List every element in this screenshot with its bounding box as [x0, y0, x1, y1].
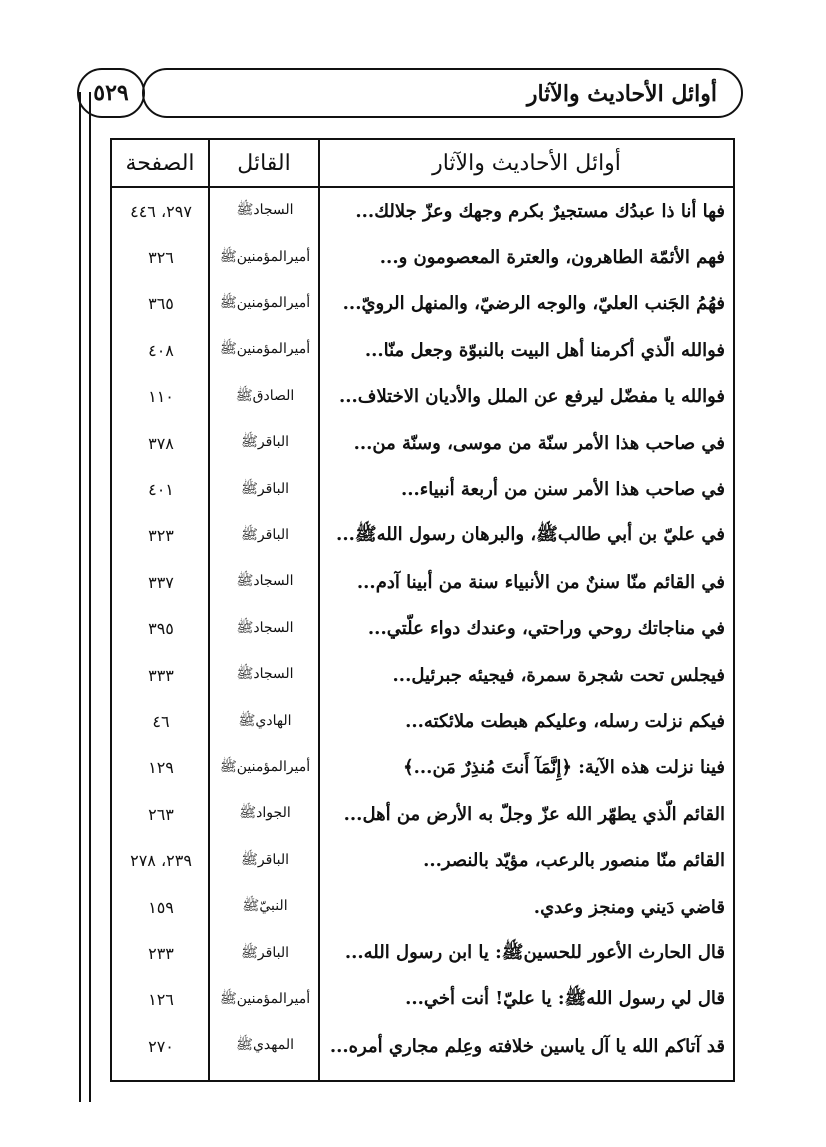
table-row [112, 884, 733, 930]
row-page: ٣٢٣ [148, 526, 174, 546]
row-page: ١٢٦ [148, 990, 174, 1010]
row-speaker: الباقرﷺ [241, 434, 289, 451]
row-page: ٣٧٨ [148, 433, 174, 453]
row-page: ٣٦٥ [148, 294, 174, 314]
row-page: ٢٦٣ [148, 804, 174, 824]
row-speaker: أميرالمؤمنينﷺ [219, 990, 311, 1007]
row-text: قاضي دَيني ومنجز وعدي. [533, 896, 725, 918]
row-speaker: السجادﷺ [236, 619, 294, 636]
page-number: ٥٢٩ [77, 68, 145, 118]
index-table [110, 138, 735, 1082]
row-speaker: الباقرﷺ [241, 526, 289, 543]
row-speaker: الهاديﷺ [238, 712, 292, 729]
row-speaker: السجادﷺ [236, 202, 294, 219]
table-row [112, 420, 733, 466]
running-title-frame [142, 68, 743, 118]
row-page: ٢٣٩، ٢٧٨ [130, 851, 192, 871]
column-header-page: الصفحة [125, 150, 195, 176]
row-speaker: النبيّﷺ [242, 898, 288, 915]
row-page: ١٥٩ [148, 897, 174, 917]
running-header [77, 68, 745, 122]
row-speaker: أميرالمؤمنينﷺ [219, 758, 311, 775]
row-text: فها أنا ذا عبدُك مستجيرٌ بكرم وجهك وعزّ جلالك... [355, 200, 725, 222]
row-text: في صاحب هذا الأمر سنّة من موسى، وسنّة من... [353, 432, 725, 454]
row-speaker: الصادقﷺ [235, 387, 295, 404]
row-page: ٤٠٨ [148, 340, 174, 360]
row-text: فيجلس تحت شجرة سمرة، فيجيئه جبرئيل... [392, 664, 725, 686]
row-text: في عليّ بن أبي طالبﷺ، والبرهان رسول اللهﷺ... [336, 523, 725, 545]
table-row [112, 466, 733, 512]
row-page: ٣٣٣ [148, 665, 174, 685]
table-row [112, 559, 733, 605]
table-row [112, 513, 733, 559]
row-speaker: أميرالمؤمنينﷺ [219, 341, 311, 358]
row-page: ٤٦ [152, 712, 170, 732]
table-row [112, 930, 733, 976]
row-text: فينا نزلت هذه الآية: ﴿إِنَّمَآ أَنتَ مُنذِرٌ مَن...﴾ [403, 757, 725, 779]
table-row [112, 791, 733, 837]
row-page: ٣٩٥ [148, 619, 174, 639]
row-speaker: المهديﷺ [236, 1037, 294, 1054]
row-page: ١١٠ [148, 387, 174, 407]
table-row [112, 606, 733, 652]
table-row [112, 652, 733, 698]
table-row [112, 188, 733, 234]
row-page: ٢٣٣ [148, 944, 174, 964]
row-text: فوالله يا مفضّل ليرفع عن الملل والأديان الاختلاف... [338, 386, 725, 408]
row-text: قد آتاكم الله يا آل ياسين خلافته وعِلم مجاري أمره... [329, 1035, 725, 1057]
table-row [112, 838, 733, 884]
table-row [112, 374, 733, 420]
row-page: ٤٠١ [148, 480, 174, 500]
row-speaker: أميرالمؤمنينﷺ [219, 294, 311, 311]
row-text: قال الحارث الأعور للحسينﷺ: يا ابن رسول الله... [344, 941, 725, 963]
row-page: ٣٢٦ [148, 248, 174, 268]
table-row [112, 327, 733, 373]
row-speaker: السجادﷺ [236, 666, 294, 683]
column-header-text: أوائل الأحاديث والآثار [432, 150, 621, 176]
row-text: فوالله الّذي أكرمنا أهل البيت بالنبوّة وجعل منّا... [364, 339, 725, 361]
table-row [112, 698, 733, 744]
row-text: فيكم نزلت رسله، وعليكم هبطت ملائكته... [405, 711, 725, 733]
row-speaker: الباقرﷺ [241, 851, 289, 868]
table-row [112, 1023, 733, 1069]
row-speaker: الجوادﷺ [239, 805, 291, 822]
row-text: في القائم منّا سننٌ من الأنبياء سنة من أبينا آدم... [356, 571, 725, 593]
row-page: ٢٧٠ [148, 1036, 174, 1056]
margin-rule-outer [79, 92, 81, 1102]
row-text: فهُمُ الجَنب العليّ، والوجه الرضيّ، والمنهل الرويّ... [342, 293, 725, 315]
row-page: ١٢٩ [148, 758, 174, 778]
margin-rule-inner [89, 92, 91, 1102]
running-title: أوائل الأحاديث والآثار [526, 81, 717, 107]
row-page: ٣٣٧ [148, 572, 174, 592]
row-speaker: الباقرﷺ [241, 944, 289, 961]
row-text: في مناجاتك روحي وراحتي، وعندك دواء علّتي... [367, 618, 725, 640]
table-row [112, 234, 733, 280]
row-speaker: أميرالمؤمنينﷺ [219, 248, 311, 265]
row-speaker: الباقرﷺ [241, 480, 289, 497]
row-page: ٢٩٧، ٤٤٦ [130, 201, 192, 221]
table-row [112, 977, 733, 1023]
row-speaker: السجادﷺ [236, 573, 294, 590]
table-row [112, 281, 733, 327]
row-text: القائم الّذي يطهّر الله عزّ وجلّ به الأرض من أهل... [343, 803, 725, 825]
row-text: فهم الأئمّة الطاهرون، والعترة المعصومون و... [379, 247, 725, 269]
table-row [112, 745, 733, 791]
row-text: قال لي رسول اللهﷺ: يا عليّ! أنت أخي... [405, 987, 725, 1009]
row-text: في صاحب هذا الأمر سنن من أربعة أنبياء... [400, 479, 725, 501]
row-text: القائم منّا منصور بالرعب، مؤيّد بالنصر... [423, 850, 725, 872]
column-header-speaker: القائل [237, 150, 291, 176]
